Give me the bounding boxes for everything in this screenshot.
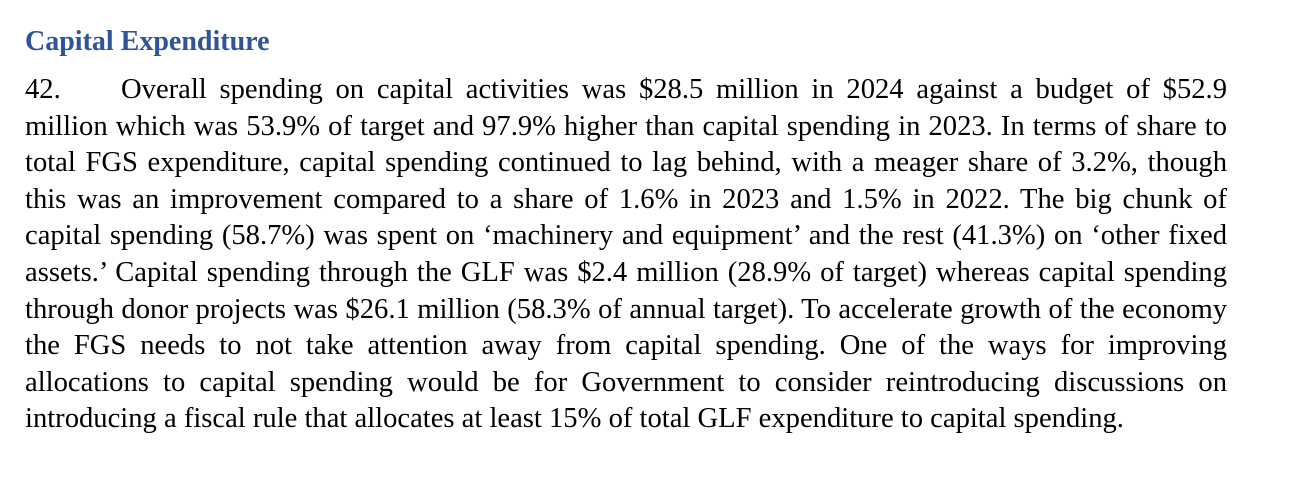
paragraph-number: 42. bbox=[25, 74, 61, 105]
document-page bbox=[25, 0, 1227, 438]
paragraph bbox=[25, 72, 1227, 438]
paragraph-text: Overall spending on capital activities was $28.5 million in 2024 against a budget of $52.9 million which was 53.9% of target and 97.9% higher than capital spending in 2023. In terms of share to total FGS expenditure, capital spending continued to lag behind, with a meager share of 3.2%, though this was an improvement compared to a share of 1.6% in 2023 and 1.5% in 2022. The big chunk of capital spending (58.7%) was spent on ‘machinery and equipment’ and the rest (41.3%) on ‘other fixed assets.’ Capital spending through the GLF was $2.4 million (28.9% of target) whereas capital spending through donor projects was $26.1 million (58.3% of annual target). To accelerate growth of the economy the FGS needs to not take attention away from capital spending. One of the ways for improving allocations to capital spending would be for Government to consider reintroducing discussions on introducing a fiscal rule that allocates at least 15% of total GLF expenditure to capital spending. bbox=[25, 74, 1227, 435]
section-heading: Capital Expenditure bbox=[25, 26, 270, 57]
